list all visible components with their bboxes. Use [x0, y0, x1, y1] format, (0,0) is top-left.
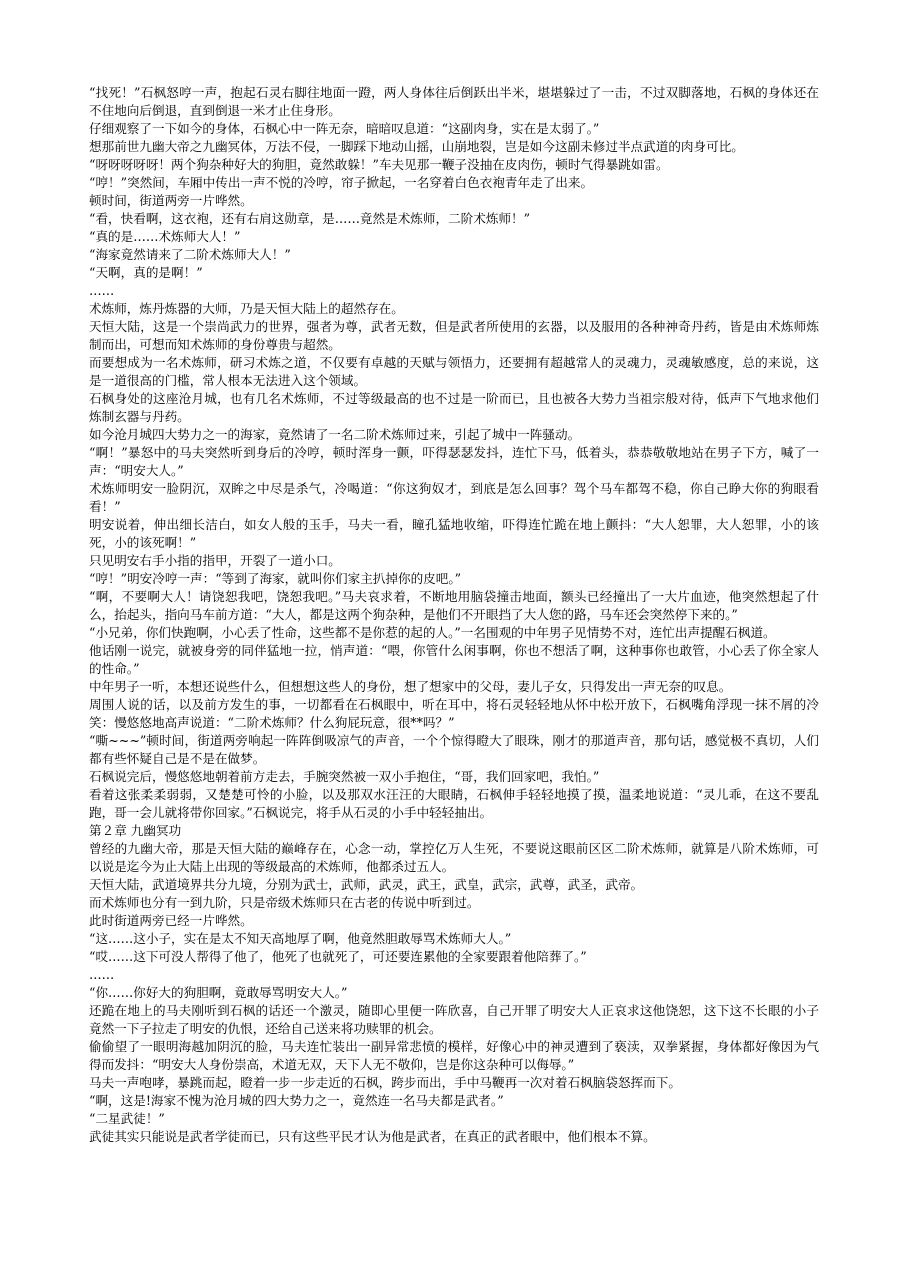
paragraph: “小兄弟，你们快跑啊，小心丢了性命，这些都不是你惹的起的人。”一名围观的中年男子见情势不对，连忙出声提醒石枫道。: [89, 625, 776, 640]
paragraph: “哎……这下可没人帮得了他了，他死了也就死了，可还要连累他的全家要跟着他陪葬了。”: [89, 949, 587, 964]
paragraph: 如今沧月城四大势力之一的海家，竟然请了一名二阶术炼师过来，引起了城中一阵骚动。: [89, 427, 581, 442]
paragraph: 还跪在地上的马夫刚听到石枫的话还一个激灵，随即心里便一阵欣喜，自己开罪了明安大人正哀求这他饶恕，这下这不长眼的小子竟然一下子拉走了明安的仇恨，还给自己送来将功赎罪的机会。: [89, 1003, 819, 1036]
paragraph: 他话刚一说完，就被身旁的同伴猛地一拉，悄声道：“喂，你管什么闲事啊，你也不想活了啊，这种事你也敢管，小心丢了你全家人的性命。”: [89, 643, 819, 676]
paragraph: 天恒大陆，这是一个崇尚武力的世界，强者为尊，武者无数，但是武者所使用的玄器，以及服用的各种神奇丹药，皆是由术炼师炼制而出，可想而知术炼师的身份尊贵与超然。: [89, 319, 819, 352]
paragraph: “天啊，真的是啊！”: [89, 265, 203, 280]
paragraph: “海家竟然请来了二阶术炼师大人！”: [89, 247, 291, 262]
document-page: [89, 84, 819, 1146]
paragraph: 马夫一声咆哮，暴跳而起，瞪着一步一步走近的石枫，跨步而出，手中马鞭再一次对着石枫脑袋怒挥而下。: [89, 1075, 681, 1090]
paragraph: “啊，不要啊大人！请饶恕我吧，饶恕我吧。”马夫哀求着，不断地用脑袋撞击地面，额头已经撞出了一大片血迹，他突然想起了什么，抬起头，指向马车前方道：“大人，都是这两个狗杂种，是他们不开眼挡了大人您的路，马车还会突然停下来的。”: [89, 589, 819, 622]
paragraph: 偷偷望了一眼明海越加阴沉的脸，马夫连忙装出一副异常悲愤的模样，好像心中的神灵遭到了亵渎，双拳紧握，身体都好像因为气得而发抖：“明安大人身份崇高，术道无双，天下人无不敬仰，岂是你这杂种可以侮辱。”: [89, 1039, 819, 1072]
chapter-heading: 第２章 九幽冥功: [89, 823, 182, 838]
paragraph: “哼！”突然间，车厢中传出一声不悦的冷哼，帘子掀起，一名穿着白色衣袍青年走了出来。: [89, 175, 594, 190]
paragraph: “呀呀呀呀呀！两个狗杂种好大的狗胆，竟然敢躲！”车夫见那一鞭子没抽在皮肉伤，顿时气得暴跳如雷。: [89, 157, 669, 172]
paragraph: 而要想成为一名术炼师，研习术炼之道，不仅要有卓越的天赋与领悟力，还要拥有超越常人的灵魂力，灵魂敏感度，总的来说，这是一道很高的门槛，常人根本无法进入这个领域。: [89, 355, 819, 388]
paragraph: “这……这小子，实在是太不知天高地厚了啊，他竟然胆敢辱骂术炼师大人。”: [89, 931, 512, 946]
paragraph: “看，快看啊，这衣袍，还有右肩这勋章，是……竟然是术炼师，二阶术炼师！”: [89, 211, 531, 226]
paragraph: 此时街道两旁已经一片哗然。: [89, 913, 253, 928]
paragraph: “啊！”暴怒中的马夫突然听到身后的冷哼，顿时浑身一颤，吓得瑟瑟发抖，连忙下马，低着头，恭恭敬敬地站在男子下方，喊了一声：“明安大人。”: [89, 445, 819, 478]
paragraph: 中年男子一听，本想还说些什么，但想想这些人的身份，想了想家中的父母，妻儿子女，只得发出一声无奈的叹息。: [89, 679, 732, 694]
ellipsis-separator: ……: [89, 283, 115, 298]
paragraph: 只见明安右手小指的指甲，开裂了一道小口。: [89, 553, 341, 568]
paragraph: 看着这张柔柔弱弱，又楚楚可怜的小脸，以及那双水汪汪的大眼睛，石枫伸手轻轻地摸了摸，温柔地说道：“灵儿乖，在这不要乱跑，哥一会儿就将带你回家。”石枫说完，将手从石灵的小手中轻轻抽出。: [89, 787, 819, 820]
paragraph: 术炼师，炼丹炼器的大师，乃是天恒大陆上的超然存在。: [89, 301, 404, 316]
paragraph: 石枫身处的这座沧月城，也有几名术炼师，不过等级最高的也不过是一阶而已，且也被各大势力当祖宗般对待，低声下气地求他们炼制玄器与丹药。: [89, 391, 819, 424]
paragraph: “找死！”石枫怒哼一声，抱起石灵右脚往地面一蹬，两人身体往后倒跃出半米，堪堪躲过了一击，不过双脚落地，石枫的身体还在不住地向后倒退，直到倒退一米才止住身形。: [89, 85, 819, 118]
paragraph: 曾经的九幽大帝，那是天恒大陆的巅峰存在，心念一动，掌控亿万人生死，不要说这眼前区区二阶术炼师，就算是八阶术炼师，可以说是迄今为止大陆上出现的等级最高的术炼师，他都杀过五人。: [89, 841, 819, 874]
paragraph: 顿时间，街道两旁一片哗然。: [89, 193, 253, 208]
ellipsis-separator: ……: [89, 967, 115, 982]
paragraph: 周围人说的话，以及前方发生的事，一切都看在石枫眼中，听在耳中，将石灵轻轻地从怀中松开放下，石枫嘴角浮现一抹不屑的冷笑：慢悠悠地高声说道：“二阶术炼师？什么狗屁玩意，很**吗？”: [89, 697, 819, 730]
paragraph: “你……你好大的狗胆啊，竟敢辱骂明安大人。”: [89, 985, 348, 1000]
paragraph: 天恒大陆，武道境界共分九境，分别为武士，武师，武灵，武王，武皇，武宗，武尊，武圣，武帝。: [89, 877, 644, 892]
paragraph: “嘶~~~”顿时间，街道两旁响起一阵阵倒吸凉气的声音，一个个惊得瞪大了眼珠，刚才的那道声音，那句话，感觉极不真切，人们都有些怀疑自己是不是在做梦。: [89, 733, 819, 766]
paragraph: 术炼师明安一脸阴沉，双眸之中尽是杀气，冷喝道：“你这狗奴才，到底是怎么回事？驾个马车都驾不稳，你自己睁大你的狗眼看看！”: [89, 481, 819, 514]
paragraph: 仔细观察了一下如今的身体，石枫心中一阵无奈，暗暗叹息道：“这副肉身，实在是太弱了。”: [89, 121, 600, 136]
paragraph: “真的是……术炼师大人！”: [89, 229, 241, 244]
paragraph: “哼！”明安冷哼一声：“等到了海家，就叫你们家主扒掉你的皮吧。”: [89, 571, 462, 586]
paragraph: “二星武徒！”: [89, 1111, 165, 1126]
paragraph: 武徒其实只能说是武者学徒而已，只有这些平民才认为他是武者，在真正的武者眼中，他们根本不算。: [89, 1129, 656, 1144]
paragraph: 明安说着，伸出细长洁白，如女人般的玉手，马夫一看，瞳孔猛地收缩，吓得连忙跪在地上颤抖：“大人恕罪，大人恕罪，小的该死，小的该死啊！”: [89, 517, 819, 550]
paragraph: 想那前世九幽大帝之九幽冥体，万法不侵，一脚踩下地动山摇，山崩地裂，岂是如今这副未修过半点武道的肉身可比。: [89, 139, 744, 154]
paragraph: 而术炼师也分有一到九阶，只是帝级术炼师只在古老的传说中听到过。: [89, 895, 480, 910]
paragraph: 石枫说完后，慢悠悠地朝着前方走去，手腕突然被一双小手抱住，“哥，我们回家吧，我怕。”: [89, 769, 600, 784]
paragraph: “啊，这是!海家不愧为沧月城的四大势力之一，竟然连一名马夫都是武者。”: [89, 1093, 504, 1108]
